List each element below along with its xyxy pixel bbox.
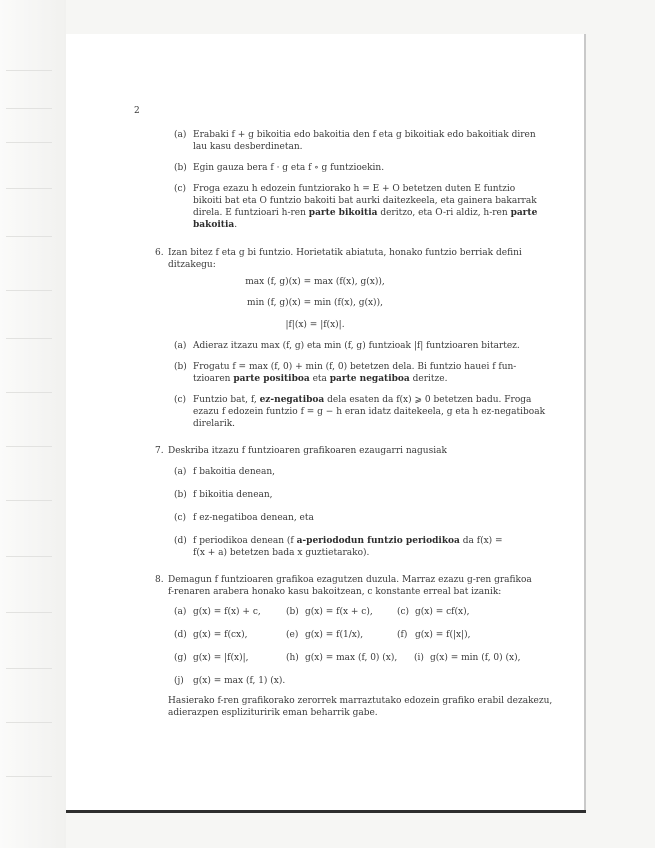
q7-number: 7. — [155, 446, 164, 456]
q8-case-formula: g(x) = f(1/x), — [305, 630, 364, 640]
q7-label-d: (d) — [174, 536, 187, 546]
q6-c-line2: ezazu f edozein funtzio f = g − h eran idatz daitekeela, g eta h ez-negatiboak — [193, 407, 546, 417]
page-edge-bottom — [66, 810, 586, 813]
q8-case-formula: g(x) = max (f, 0) (x), — [305, 653, 398, 663]
q7-d-line1: f periodikoa denean (f a-periododun funtzio periodikoa da f(x) = — [193, 536, 503, 546]
q8-case-formula: g(x) = max (f, 1) (x). — [193, 676, 286, 686]
q8-outro-line1: Hasierako f-ren grafikorako zerorrek marraztutako edozein grafiko erabil dezakezu, — [168, 696, 553, 706]
q8-outro-line2: adierazpen esplizituririk eman beharrik gabe. — [168, 708, 378, 718]
item-label-a: (a) — [174, 130, 187, 140]
q8-case-label: (b) — [286, 607, 299, 617]
q7-label-b: (b) — [174, 490, 187, 500]
q8-case-label: (j) — [174, 676, 184, 686]
q6-label-b: (b) — [174, 362, 187, 372]
pa-c-line1: Froga ezazu h edozein funtziorako h = E + O betetzen duten E funtzio — [193, 184, 516, 194]
pa-b-line: Egin gauza bera f · g eta f ∘ g funtzioekin. — [193, 163, 385, 173]
q8-case-formula: g(x) = |f(x)|, — [193, 653, 249, 663]
q7-b-line: f bikoitia denean, — [193, 490, 273, 500]
q8-intro-line2: f-renaren arabera honako kasu bakoitzean, c konstante erreal bat izanik: — [168, 587, 502, 597]
paper-sheet — [66, 34, 586, 810]
q8-case-label: (a) — [174, 607, 187, 617]
q7-label-a: (a) — [174, 467, 187, 477]
q7-intro: Deskriba itzazu f funtzioaren grafikoaren ezaugarri nagusiak — [168, 446, 447, 456]
q8-intro-line1: Demagun f funtzioaren grafikoa ezagutzen duzula. Marraz ezazu g-ren grafikoa — [168, 575, 532, 585]
q6-b-line1: Frogatu f = max (f, 0) + min (f, 0) betetzen dela. Bi funtzio hauei f fun- — [193, 362, 517, 372]
q8-case-formula: g(x) = f(|x|), — [415, 630, 471, 640]
pa-c-line4: bakoitia. — [193, 220, 238, 230]
q6-intro-line1: Izan bitez f eta g bi funtzio. Horietatik abiatuta, honako funtzio berriak defini — [168, 248, 522, 258]
q8-number: 8. — [155, 575, 164, 585]
q8-case-formula: g(x) = min (f, 0) (x), — [430, 653, 521, 663]
scan-lines — [0, 0, 58, 848]
q6-c-line3: direlarik. — [193, 419, 236, 429]
item-label-b: (b) — [174, 163, 187, 173]
q8-case-formula: g(x) = cf(x), — [415, 607, 470, 617]
pa-c-line2: bikoiti bat eta O funtzio bakoiti bat aurki daitezkeela, eta gainera bakarrak — [193, 196, 537, 206]
q6-number: 6. — [155, 248, 164, 258]
q8-case-label: (f) — [397, 630, 408, 640]
pa-c-line3: direla. E funtzioari h-ren parte bikoitia deritzo, eta O-ri aldiz, h-ren parte — [193, 208, 538, 218]
page-edge-right — [584, 34, 586, 810]
page-number: 2 — [134, 106, 140, 116]
q6-a-line: Adieraz itzazu max (f, g) eta min (f, g) funtzioak |f| funtzioaren bitartez. — [193, 341, 520, 351]
q8-case-label: (i) — [414, 653, 424, 663]
q8-case-formula: g(x) = f(x + c), — [305, 607, 373, 617]
q8-case-label: (h) — [286, 653, 299, 663]
q6-eq-abs: |f|(x) = |f(x)|. — [285, 320, 345, 330]
pa-a-line2: lau kasu desberdinetan. — [193, 142, 303, 152]
q8-case-label: (c) — [397, 607, 410, 617]
q8-case-label: (e) — [286, 630, 299, 640]
q7-label-c: (c) — [174, 513, 187, 523]
item-label-c: (c) — [174, 184, 187, 194]
q6-intro-line2: ditzakegu: — [168, 260, 216, 270]
q6-c-line1: Funtzio bat, f, ez-negatiboa dela esaten da f(x) ⩾ 0 betetzen badu. Froga — [193, 395, 532, 405]
q6-label-a: (a) — [174, 341, 187, 351]
q8-case-label: (d) — [174, 630, 187, 640]
q6-eq-min: min (f, g)(x) = min (f(x), g(x)), — [247, 298, 383, 308]
q7-a-line: f bakoitia denean, — [193, 467, 276, 477]
q6-b-line2: tzioaren parte positiboa eta parte negatiboa deritze. — [193, 374, 448, 384]
q8-case-formula: g(x) = f(x) + c, — [193, 607, 261, 617]
q7-c-line: f ez-negatiboa denean, eta — [193, 513, 314, 523]
q6-eq-max: max (f, g)(x) = max (f(x), g(x)), — [245, 277, 385, 287]
q8-case-label: (g) — [174, 653, 187, 663]
q6-label-c: (c) — [174, 395, 187, 405]
pa-a-line1: Erabaki f + g bikoitia edo bakoitia den f eta g bikoitiak edo bakoitiak diren — [193, 130, 536, 140]
q8-case-formula: g(x) = f(cx), — [193, 630, 248, 640]
q7-d-line2: f(x + a) betetzen bada x guztietarako). — [193, 548, 370, 558]
